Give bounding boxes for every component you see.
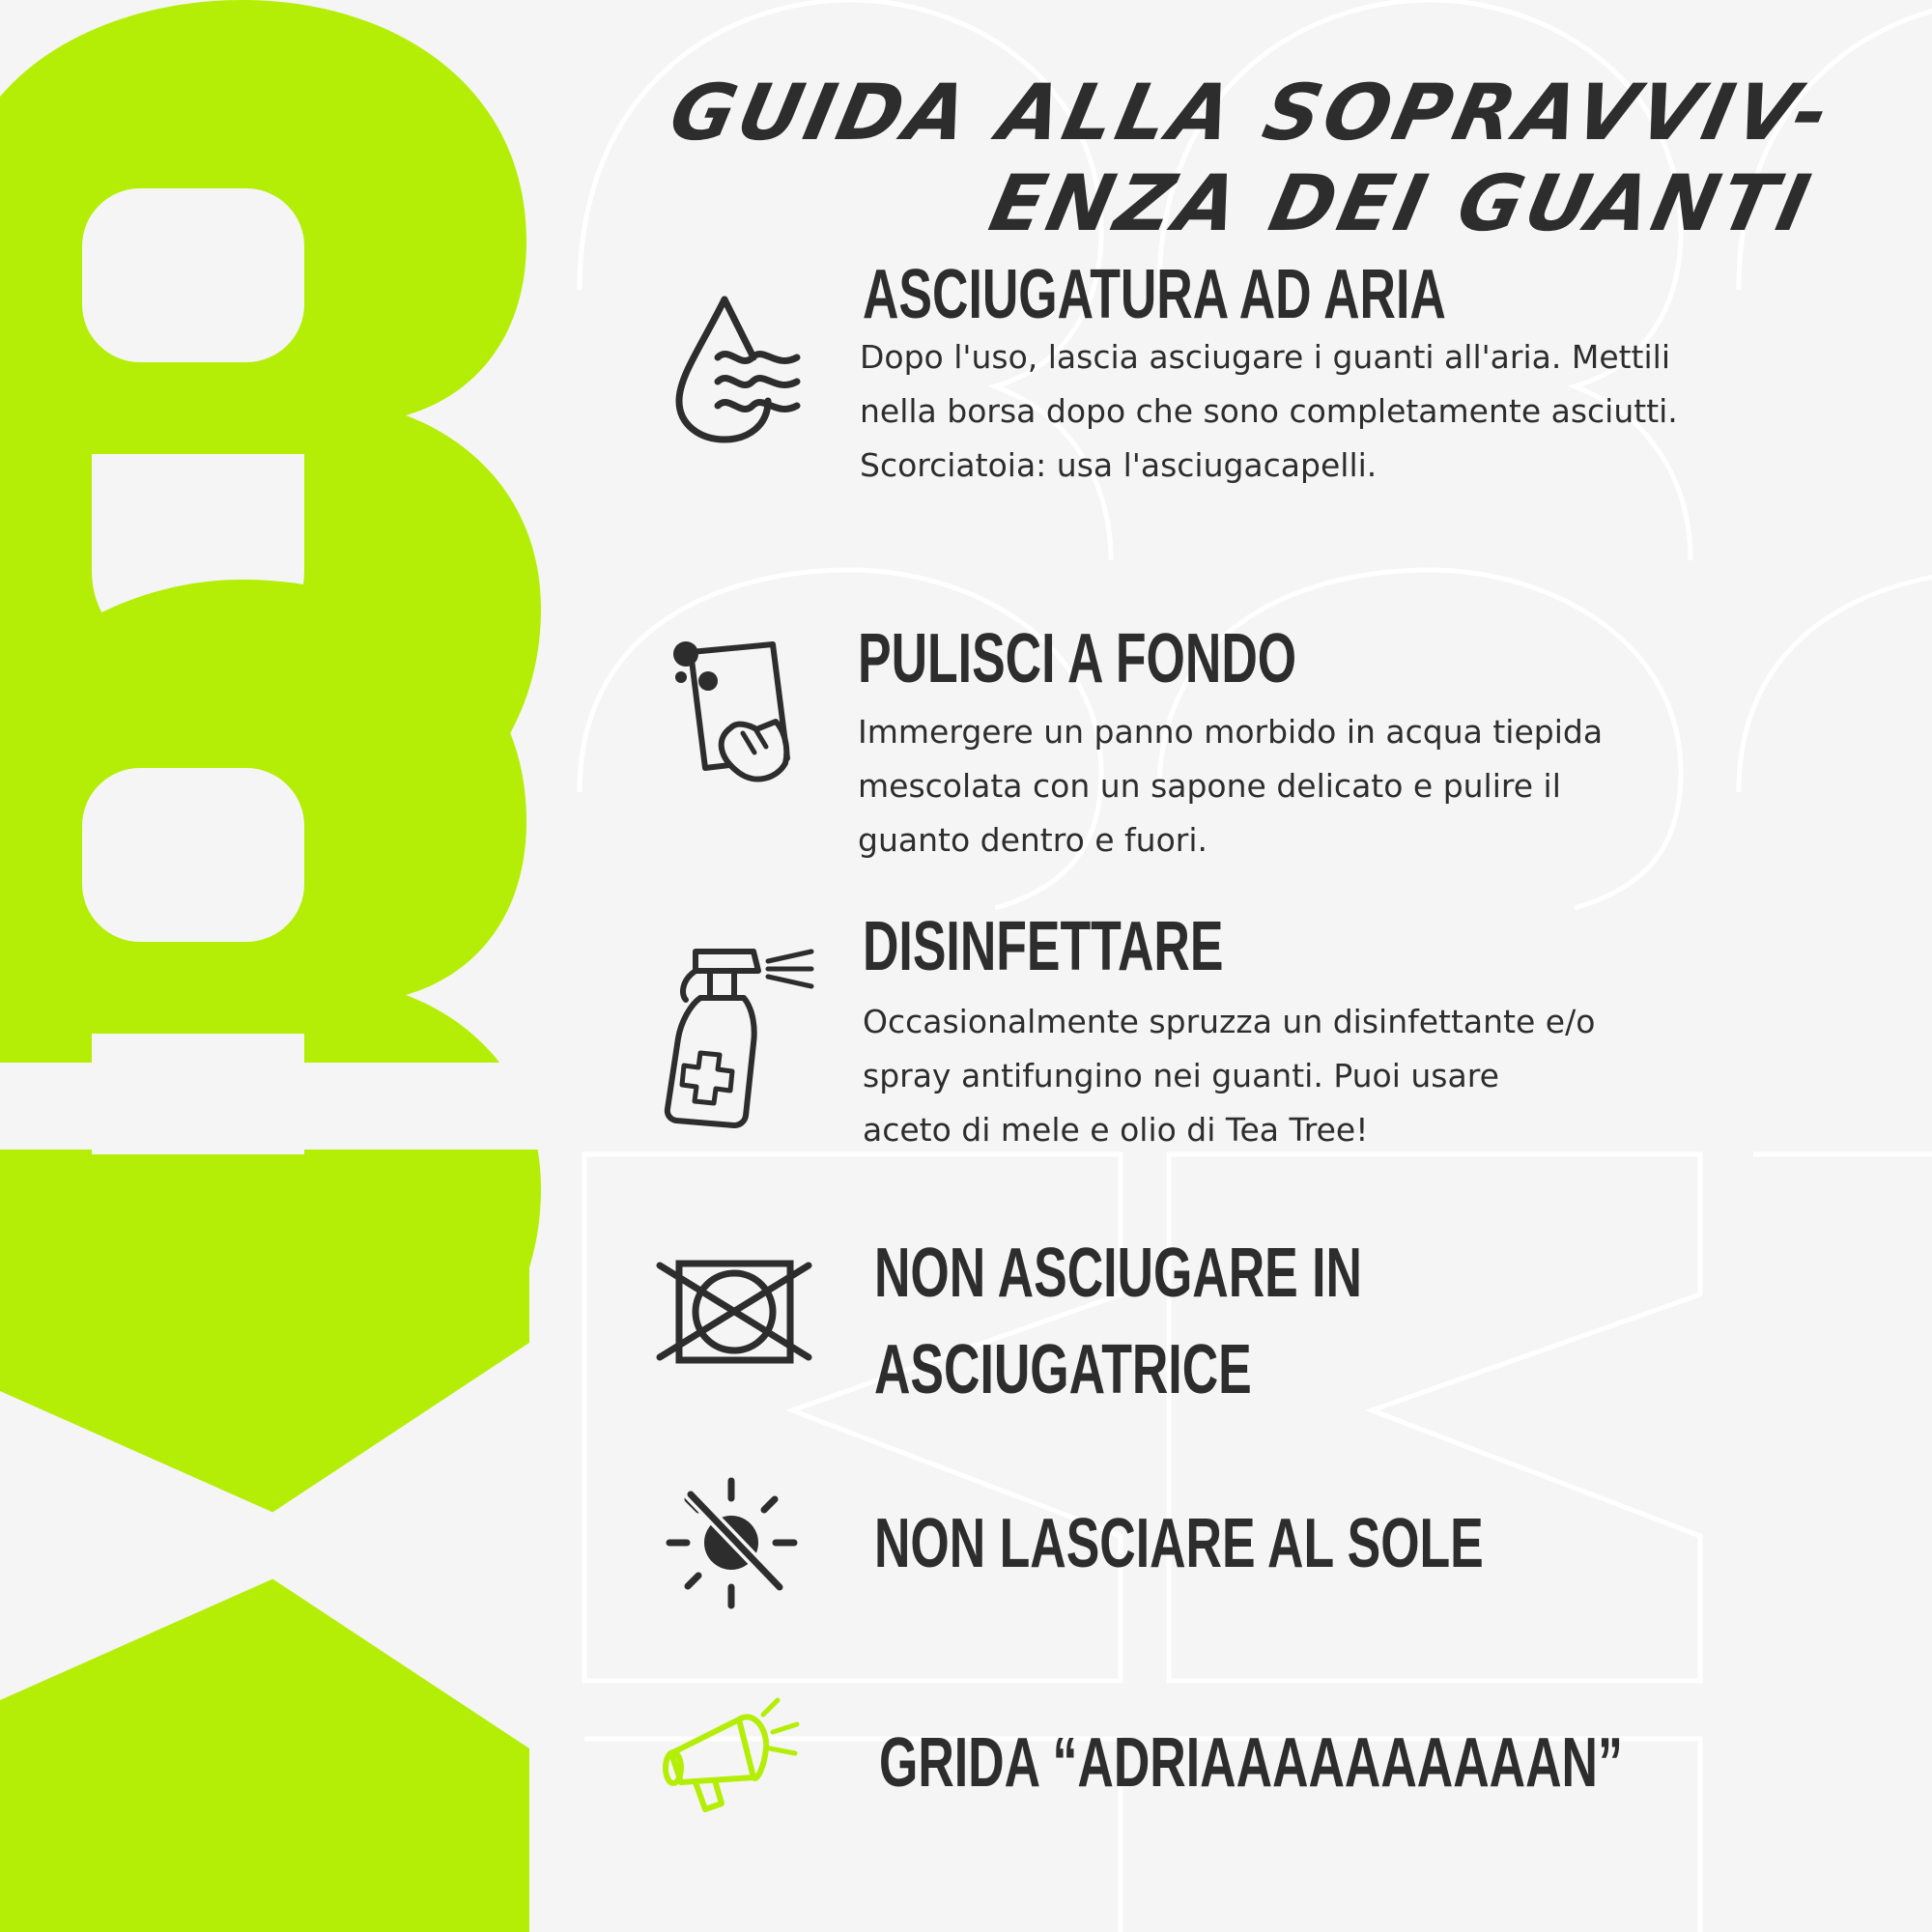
tip-body-line: Scorciatoia: usa l'asciugacapelli. [860,446,1378,484]
tip-body-line: aceto di mele e olio di Tea Tree! [863,1111,1369,1149]
tip-heading [874,1225,1362,1418]
spray-bottle-icon [657,942,821,1130]
water-drop-icon [671,290,807,444]
tip-body-line: spray antifungino nei guanti. Puoi usare [863,1057,1499,1094]
tip-body [860,330,1678,493]
tip-body-line: Occasionalmente spruzza un disinfettante e/o [863,1003,1596,1040]
tip-heading: PULISCI A FONDO [858,620,1297,697]
tip-heading: GRIDA “ADRIAAAAAAAAAAN” [879,1724,1623,1802]
megaphone-icon [662,1695,807,1821]
tip-body [863,995,1595,1157]
tip-body-line: nella borsa dopo che sono completamente asciutti. [860,392,1678,430]
page-title [449,68,1840,249]
tip-heading: ASCIUGATURA AD ARIA [863,256,1446,333]
no-sun-icon [662,1473,802,1613]
no-tumble-dry-icon [652,1256,816,1367]
tip-body [858,705,1603,867]
tip-heading-line: NON ASCIUGARE IN [874,1235,1362,1312]
tip-body-line: Dopo l'uso, lascia asciugare i guanti all'aria. Mettili [860,338,1671,376]
tip-heading: DISINFETTARE [863,908,1224,985]
tip-heading: NON LASCIARE AL SOLE [874,1505,1484,1582]
tip-heading-line: ASCIUGATRICE [874,1331,1252,1408]
tip-body-line: mescolata con un sapone delicato e pulire il [858,767,1561,805]
tip-body-line: Immergere un panno morbido in acqua tiepida [858,713,1604,751]
page-title-line-1: GUIDA ALLA SOPRAVVIV- [662,68,1840,157]
page-title-line-2: ENZA DEI GUANTI [981,158,1821,248]
tip-body-line: guanto dentro e fuori. [858,821,1208,859]
cloth-wipe-icon [662,633,807,787]
